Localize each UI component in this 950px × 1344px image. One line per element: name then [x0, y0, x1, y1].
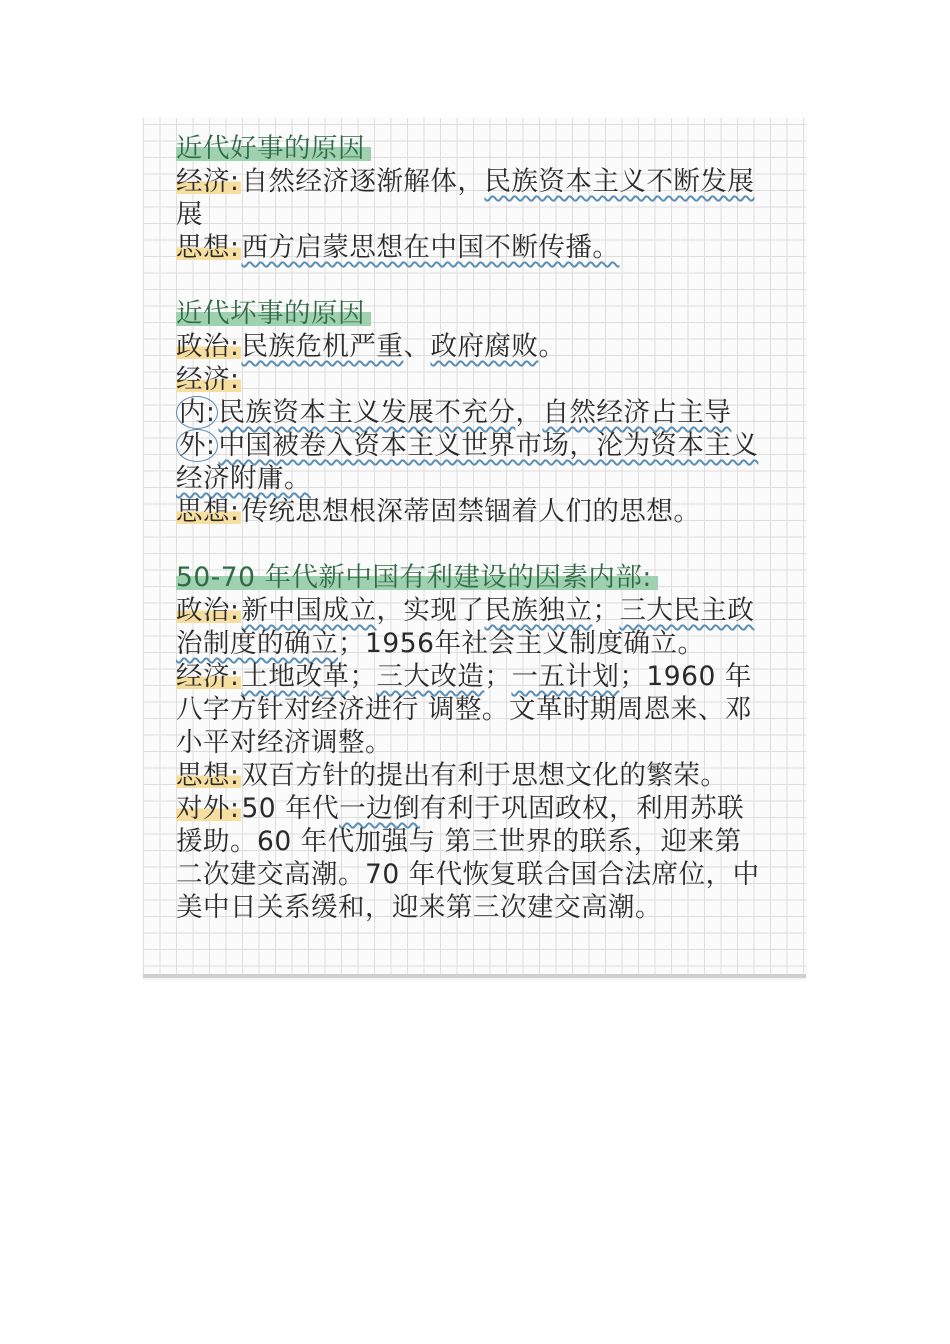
highlighted-label: 经济: — [176, 364, 240, 395]
body-text: ； — [349, 661, 377, 692]
note-line — [176, 396, 768, 429]
wavy-underlined-text: 土地改革 — [241, 661, 350, 692]
note-section — [176, 297, 768, 528]
note-section — [176, 561, 768, 924]
wavy-underlined-text: 新中国成立 — [241, 595, 377, 626]
body-text: 展 — [176, 199, 203, 230]
highlighted-label: 政治: — [176, 595, 240, 626]
highlighted-label: 思想: — [176, 232, 240, 263]
body-text: 双百方针的提出有利于思想文化的繁荣。 — [241, 760, 728, 791]
body-text: ；1960 年八字方针对经济进行 调整。文革时期周恩来、邓小平对经济调整。 — [176, 661, 752, 758]
note-line — [176, 759, 768, 792]
wavy-underlined-text: 三大民主政治制度的确立 — [176, 595, 755, 659]
wavy-underlined-text: 民族资本主义不断发展 — [484, 166, 755, 197]
wavy-underlined-text: 三大改造 — [376, 661, 485, 692]
section-heading: 50-70 年代新中国有利建设的因素内部: — [176, 561, 658, 594]
body-text: 、 — [403, 331, 431, 362]
wavy-underlined-text: 一边倒 — [339, 793, 421, 824]
highlighted-label: 经济: — [176, 661, 240, 692]
body-text: ；1956年社会主义制度确立。 — [338, 628, 705, 659]
note-content — [176, 132, 768, 924]
body-text: 。 — [538, 331, 566, 362]
highlighted-label: 思想: — [176, 760, 240, 791]
grid-note-card — [143, 118, 806, 978]
highlighted-label: 对外: — [176, 793, 240, 824]
body-text: 自然经济逐渐解体， — [241, 166, 485, 197]
note-line — [176, 330, 768, 363]
body-text: ， — [515, 397, 543, 428]
body-text: ； — [592, 595, 620, 626]
body-text: 传统思想根深蒂固禁锢着人们的思想。 — [241, 496, 701, 527]
body-text: ； — [484, 661, 512, 692]
note-line — [176, 429, 768, 495]
section-heading: 近代好事的原因 — [176, 132, 371, 165]
wavy-underlined-text: 民族独立 — [484, 595, 593, 626]
body-text: ，实现了 — [376, 595, 485, 626]
note-line — [176, 660, 768, 759]
note-section — [176, 132, 768, 264]
body-text: 有利于巩固政权，利用苏联援助。60 年代加强与 第三世界的联系，迎来第二次建交高潮。70 年代恢复联合国合法席位，中美中日关系缓和，迎来第三次建交高潮。 — [176, 793, 760, 923]
wavy-underlined-text: 西方启蒙思想在中国不断传播。 — [241, 232, 620, 263]
wavy-underlined-text: 自然经济占主导 — [542, 397, 732, 428]
note-line — [176, 363, 768, 396]
note-line — [176, 165, 768, 231]
wavy-underlined-text: 民族危机严重 — [241, 331, 404, 362]
section-heading: 近代坏事的原因 — [176, 297, 371, 330]
circled-label: 内: — [176, 396, 218, 429]
wavy-underlined-text: 民族资本主义发展不充分 — [218, 397, 516, 428]
note-line — [176, 792, 768, 924]
body-text: 50 年代 — [241, 793, 340, 824]
wavy-underlined-text: 政府腐败 — [430, 331, 539, 362]
wavy-underlined-text: 中国被卷入资本主义世界市场，沦为资本主义经济附庸。 — [176, 430, 759, 494]
highlighted-label: 政治: — [176, 331, 240, 362]
note-line — [176, 594, 768, 660]
note-line — [176, 231, 768, 264]
circled-label: 外: — [176, 429, 218, 462]
highlighted-label: 思想: — [176, 496, 240, 527]
note-line — [176, 495, 768, 528]
highlighted-label: 经济: — [176, 166, 240, 197]
wavy-underlined-text: 一五计划 — [511, 661, 620, 692]
